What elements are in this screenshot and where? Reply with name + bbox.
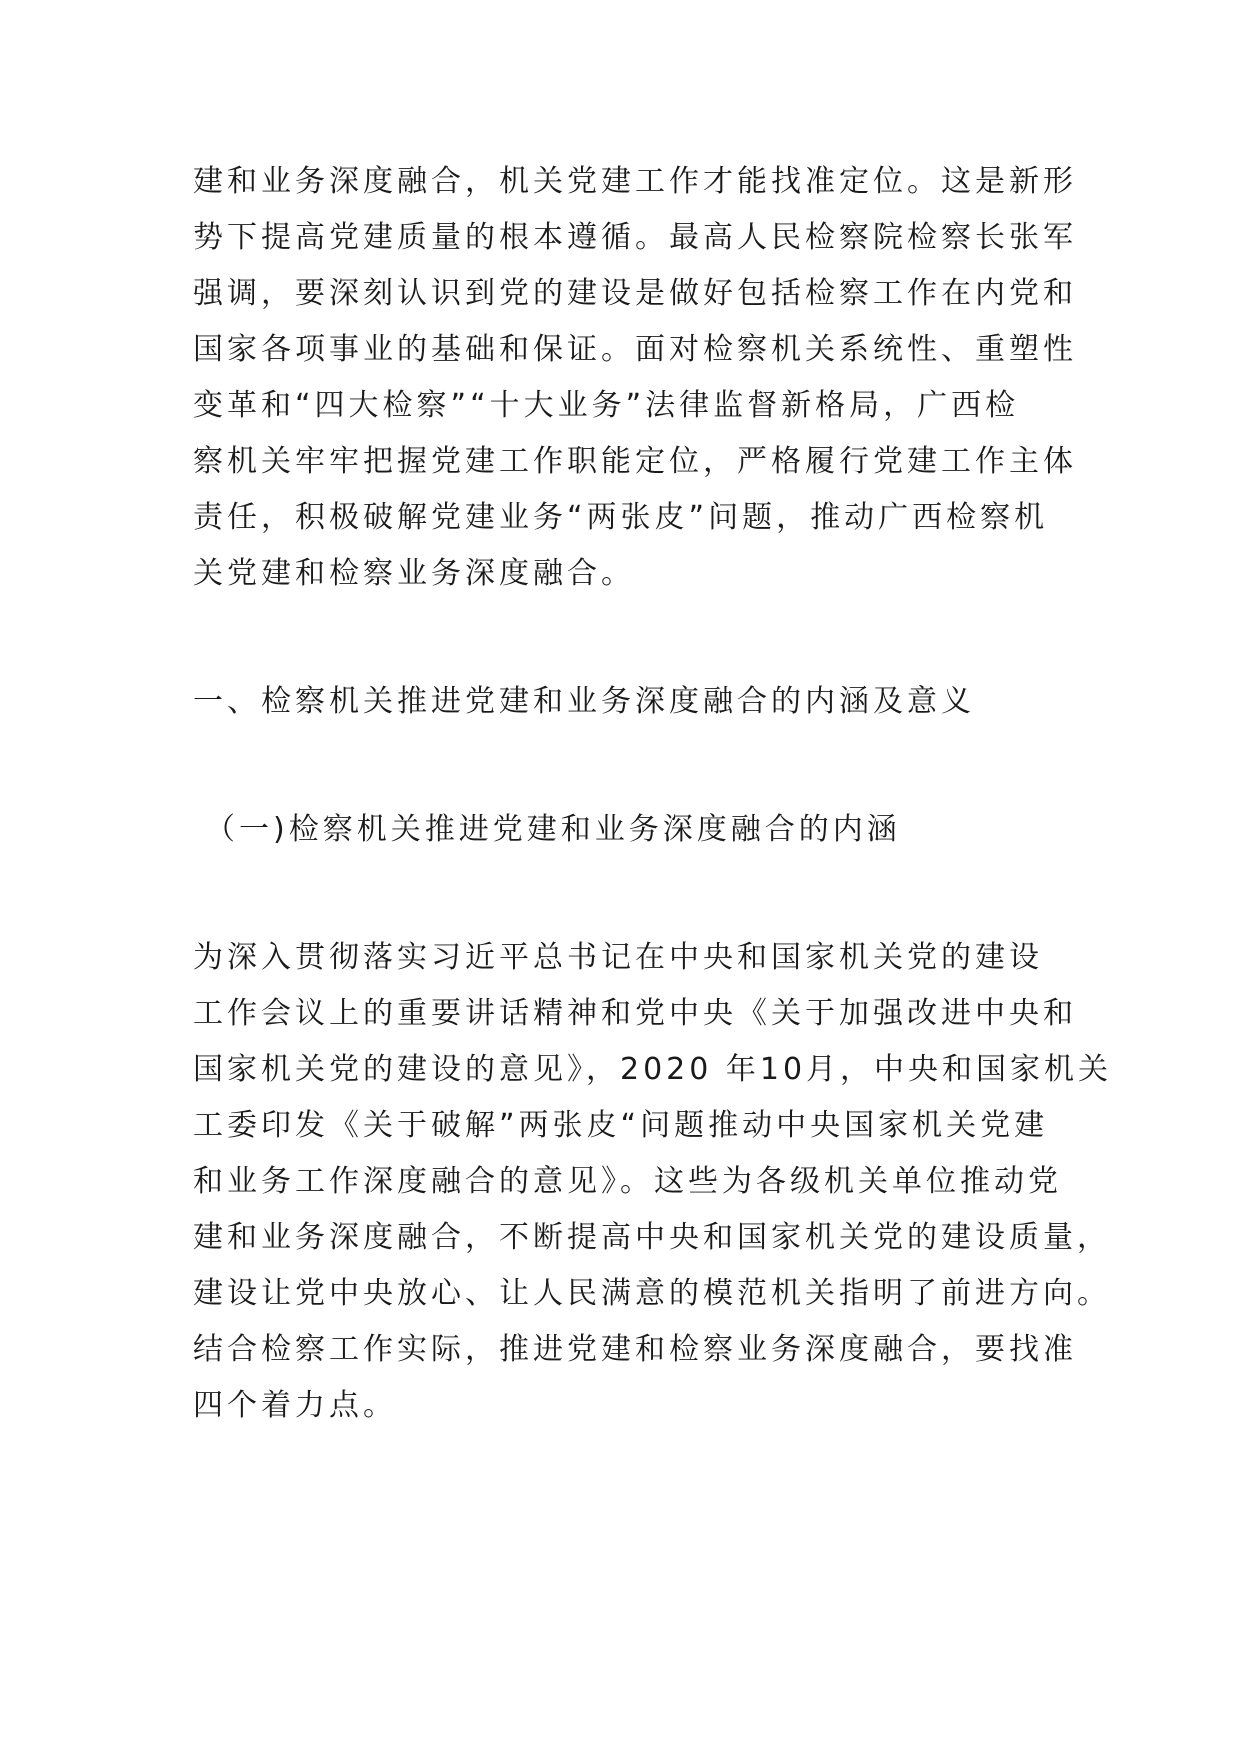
subsection-heading [205, 802, 1085, 858]
text-line: 关党建和检察业务深度融合。 [193, 556, 635, 591]
text-line: 和业务工作深度融合的意见》。这些为各级机关单位推动党 [193, 1164, 1062, 1199]
text-line: 责任，积极破解党建业务“两张皮”问题，推动广西检察机 [193, 500, 1049, 535]
text-line: 结合检察工作实际，推进党建和检察业务深度融合，要找准 [193, 1332, 1077, 1367]
text-line: 工作会议上的重要讲话精神和党中央《关于加强改进中央和 [193, 996, 1077, 1031]
text-line: 工委印发《关于破解”两张皮“问题推动中央国家机关党建 [193, 1108, 1049, 1143]
text-line: 四个着力点。 [193, 1388, 397, 1423]
text-line: 察机关牢牢把握党建工作职能定位，严格履行党建工作主体 [193, 444, 1077, 479]
paragraph-intro [193, 154, 1077, 602]
text-line: 建和业务深度融合，不断提高中央和国家机关党的建设质量， [193, 1220, 1111, 1255]
text-line: 强调，要深刻认识到党的建设是做好包括检察工作在内党和 [193, 276, 1077, 311]
section-heading [193, 674, 1073, 730]
text-line: 建和业务深度融合，机关党建工作才能找准定位。这是新形 [193, 164, 1077, 199]
text-line: 为深入贯彻落实习近平总书记在中央和国家机关党的建设 [193, 940, 1043, 975]
text-line: 国家各项事业的基础和保证。面对检察机关系统性、重塑性 [193, 332, 1077, 367]
text-line: 国家机关党的建设的意见》，2020 年10月，中央和国家机关 [193, 1052, 1113, 1087]
text-line: 建设让党中央放心、让人民满意的模范机关指明了前进方向。 [193, 1276, 1111, 1311]
subsection-heading-text: （一)检察机关推进党建和业务深度融合的内涵 [205, 812, 901, 847]
paragraph-body [193, 930, 1113, 1434]
section-heading-text: 一、检察机关推进党建和业务深度融合的内涵及意义 [193, 684, 975, 719]
text-line: 变革和“四大检察”“十大业务”法律监督新格局，广西检 [193, 388, 1020, 423]
text-line: 势下提高党建质量的根本遵循。最高人民检察院检察长张军 [193, 220, 1077, 255]
